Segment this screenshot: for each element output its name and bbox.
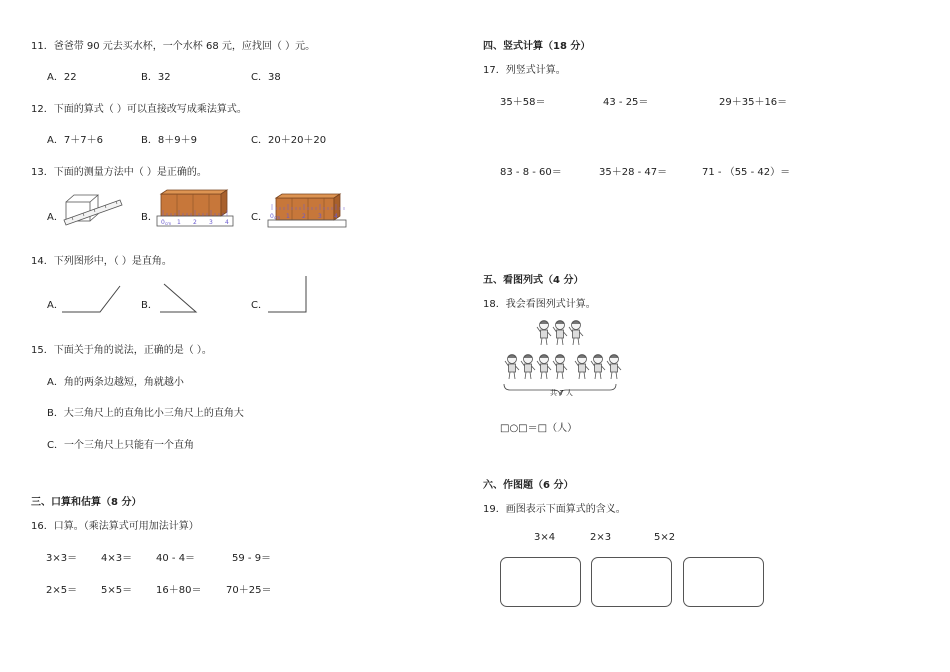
q13-option-a: A． <box>47 212 64 223</box>
section-6-title: 六、作图题（6 分） <box>483 480 574 491</box>
brace-label: 共 7 人 <box>550 389 573 397</box>
ruler-c-tick-2: 2 <box>302 213 306 220</box>
ruler-c-tick-0: 0 <box>270 213 274 220</box>
child-figure <box>537 321 551 346</box>
q17-expr: 43 - 25＝ <box>603 97 649 108</box>
section-5-title: 五、看图列式（4 分） <box>483 275 584 286</box>
q17-expr: 71 - （55 - 42）＝ <box>702 167 791 178</box>
angle-a-shape <box>62 285 122 315</box>
section-3-title: 三、口算和估算（8 分） <box>31 497 142 508</box>
q11-option-b: B．32 <box>141 72 171 83</box>
q11-option-a: A．22 <box>47 72 77 83</box>
drawing-box-2[interactable] <box>591 557 672 607</box>
q16-expr: 70＋25＝ <box>226 585 272 596</box>
q15-option-b: B．大三角尺上的直角比小三角尺上的直角大 <box>47 408 244 419</box>
angle-b-shape <box>160 283 200 315</box>
q17-expr: 29＋35＋16＝ <box>719 97 788 108</box>
drawing-box-3[interactable] <box>683 557 764 607</box>
q15-option-c: C．一个三角尺上只能有一个直角 <box>47 440 194 451</box>
q13-option-b: B． <box>141 212 158 223</box>
q19-stem: 19．画图表示下面算式的含义。 <box>483 504 626 515</box>
q13-stem: 13．下面的测量方法中（ ）是正确的。 <box>31 167 207 178</box>
q16-expr: 40 - 4＝ <box>156 553 196 564</box>
drawing-box-1[interactable] <box>500 557 581 607</box>
q11-stem: 11．爸爸带 90 元去买水杯，一个水杯 68 元，应找回（ ）元。 <box>31 41 316 52</box>
answer-template: □○□＝□（人） <box>500 423 578 434</box>
q11-option-c: C．38 <box>251 72 281 83</box>
q17-stem: 17．列竖式计算。 <box>483 65 566 76</box>
q12-stem: 12．下面的算式（ ）可以直接改写成乘法算式。 <box>31 104 247 115</box>
q16-expr: 5×5＝ <box>101 585 133 596</box>
q16-expr: 59 - 9＝ <box>232 553 272 564</box>
ruler-c-tick-4: 4 <box>334 213 338 220</box>
q16-stem: 16．口算。（乘法算式可用加法计算） <box>31 521 199 532</box>
child-figure <box>553 355 567 380</box>
child-figure <box>553 321 567 346</box>
block-ruler-c-image <box>268 192 348 228</box>
q12-option-a: A．7＋7＋6 <box>47 135 103 146</box>
q12-option-c: C．20＋20＋20 <box>251 135 327 146</box>
ruler-b-tick-4: 4 <box>225 219 229 226</box>
q14-option-a: A． <box>47 300 64 311</box>
child-figure <box>591 355 605 380</box>
section-4-title: 四、竖式计算（18 分） <box>483 41 591 52</box>
q16-expr: 2×5＝ <box>46 585 78 596</box>
q14-option-b: B． <box>141 300 158 311</box>
q14-option-c: C． <box>251 300 268 311</box>
block-ruler-b-image <box>157 190 233 228</box>
ruler-b-tick-2: 2 <box>193 219 197 226</box>
q12-option-b: B．8＋9＋9 <box>141 135 197 146</box>
q17-expr: 83 - 8 - 60＝ <box>500 167 562 178</box>
angle-c-shape <box>268 276 310 316</box>
ruler-b-unit: cm <box>165 221 172 226</box>
child-figure <box>569 321 583 346</box>
q19-expr: 5×2 <box>654 532 676 543</box>
q18-stem: 18．我会看图列式计算。 <box>483 299 596 310</box>
ruler-b-tick-1: 1 <box>177 219 181 226</box>
q15-option-a: A．角的两条边越短，角就越小 <box>47 377 184 388</box>
ruler-b-tick-0: 0 <box>161 219 165 226</box>
ruler-c-tick-1: 1 <box>286 213 290 220</box>
slanted-ruler-image <box>60 192 122 224</box>
q14-stem: 14．下列图形中，（ ）是直角。 <box>31 256 172 267</box>
q19-expr: 3×4 <box>534 532 556 543</box>
ruler-b-tick-3: 3 <box>209 219 213 226</box>
child-figure <box>607 355 621 380</box>
q13-option-c: C． <box>251 212 268 223</box>
child-figure <box>505 355 519 380</box>
q19-expr: 2×3 <box>590 532 612 543</box>
child-figure <box>521 355 535 380</box>
q16-expr: 4×3＝ <box>101 553 133 564</box>
child-figure <box>575 355 589 380</box>
q15-stem: 15．下面关于角的说法，正确的是（ ）。 <box>31 345 212 356</box>
q16-expr: 3×3＝ <box>46 553 78 564</box>
q17-expr: 35＋28 - 47＝ <box>599 167 668 178</box>
ruler-c-tick-3: 3 <box>318 213 322 220</box>
child-figure <box>537 355 551 380</box>
q16-expr: 16＋80＝ <box>156 585 202 596</box>
ruler-c-unit: cm <box>274 215 281 220</box>
q17-expr: 35＋58＝ <box>500 97 546 108</box>
